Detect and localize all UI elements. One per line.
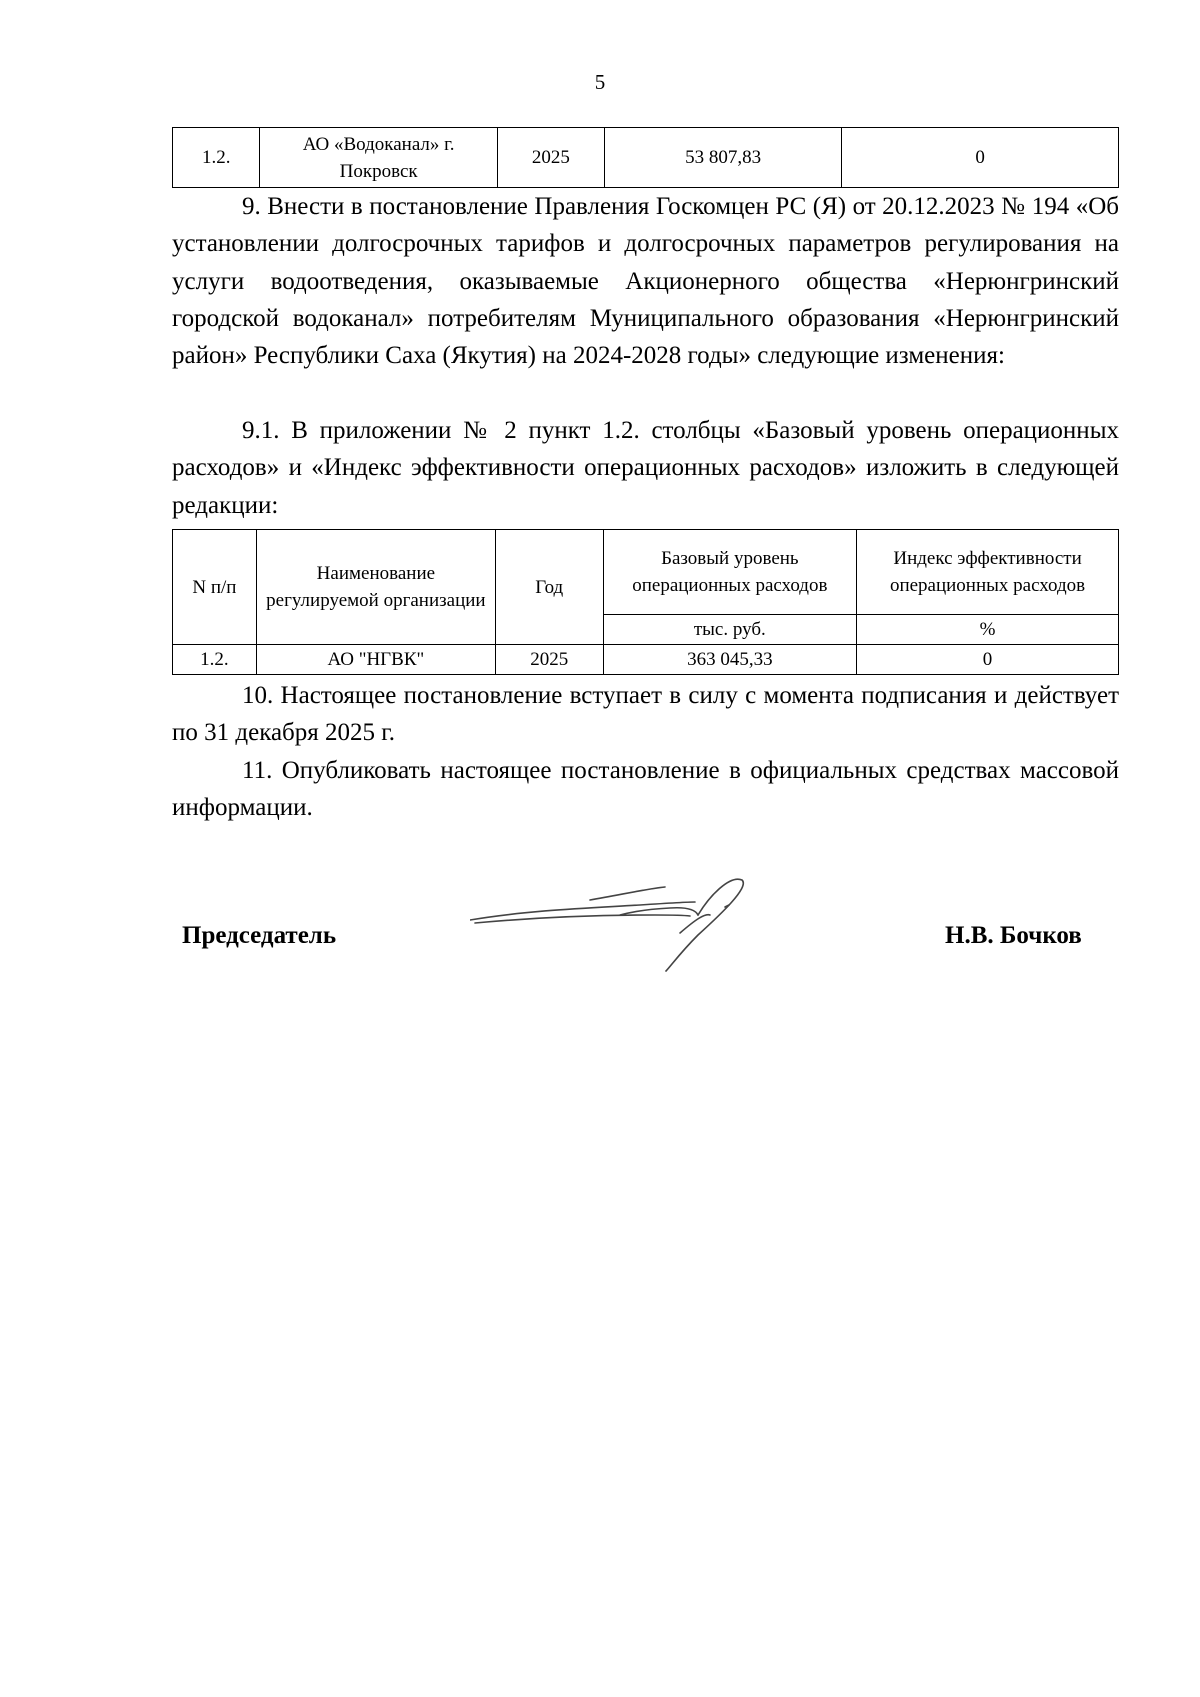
header-org: Наименование регулируемой организации	[256, 530, 495, 645]
table-cell-index: 0	[857, 645, 1119, 675]
table-cell-year: 2025	[495, 645, 603, 675]
paragraph-11	[172, 752, 1119, 827]
table-row	[173, 128, 1119, 188]
paragraph-9-1-text: 9.1. В приложении № 2 пункт 1.2. столбцы «Базовый уровень операционных расходов» и «Индекс эффективности операционных расходов» изложить в следующей редакции:	[172, 417, 1119, 519]
signature-image	[470, 875, 790, 975]
table-cell-index: 0	[842, 128, 1119, 188]
table-cell-value: 363 045,33	[603, 645, 857, 675]
paragraph-9	[172, 188, 1119, 374]
paragraph-9-1	[172, 412, 1119, 524]
header-base: Базовый уровень операционных расходов	[603, 530, 857, 615]
paragraph-9-text: 9. Внести в постановление Правления Госкомцен РС (Я) от 20.12.2023 № 194 «Об установлении долгосрочных тарифов и долгосрочных параметров регулирования на услуги водоотведения, оказываемые Акционерного общества «Нерюнгринский городской водоканал» потребителям Муниципального образования «Нерюнгринский район» Республики Саха (Якутия) на 2024-2028 годы» следующие изменения:	[172, 193, 1119, 370]
table-cell-num: 1.2.	[173, 128, 260, 188]
header-index: Индекс эффективности операционных расходов	[857, 530, 1119, 615]
table-cell-num: 1.2.	[173, 645, 257, 675]
tariff-table-top	[172, 127, 1119, 188]
table-cell-year: 2025	[497, 128, 604, 188]
table-cell-org: АО «Водоканал» г. Покровск	[260, 128, 498, 188]
opex-table	[172, 529, 1119, 675]
page-number: 5	[594, 70, 606, 94]
signer-title: Председатель	[182, 922, 337, 949]
table-row	[173, 645, 1119, 675]
paragraph-10-text: 10. Настоящее постановление вступает в силу с момента подписания и действует по 31 декабря 2025 г.	[172, 682, 1119, 747]
paragraph-11-text: 11. Опубликовать настоящее постановление в официальных средствах массовой информации.	[172, 757, 1119, 822]
header-index-unit: %	[857, 615, 1119, 645]
table-header-row	[173, 530, 1119, 615]
header-num: N п/п	[173, 530, 257, 645]
paragraph-10	[172, 677, 1119, 752]
table-cell-org: АО "НГВК"	[256, 645, 495, 675]
signer-name: Н.В. Бочков	[945, 922, 1082, 949]
header-base-unit: тыс. руб.	[603, 615, 857, 645]
table-cell-value: 53 807,83	[604, 128, 842, 188]
header-year: Год	[495, 530, 603, 645]
